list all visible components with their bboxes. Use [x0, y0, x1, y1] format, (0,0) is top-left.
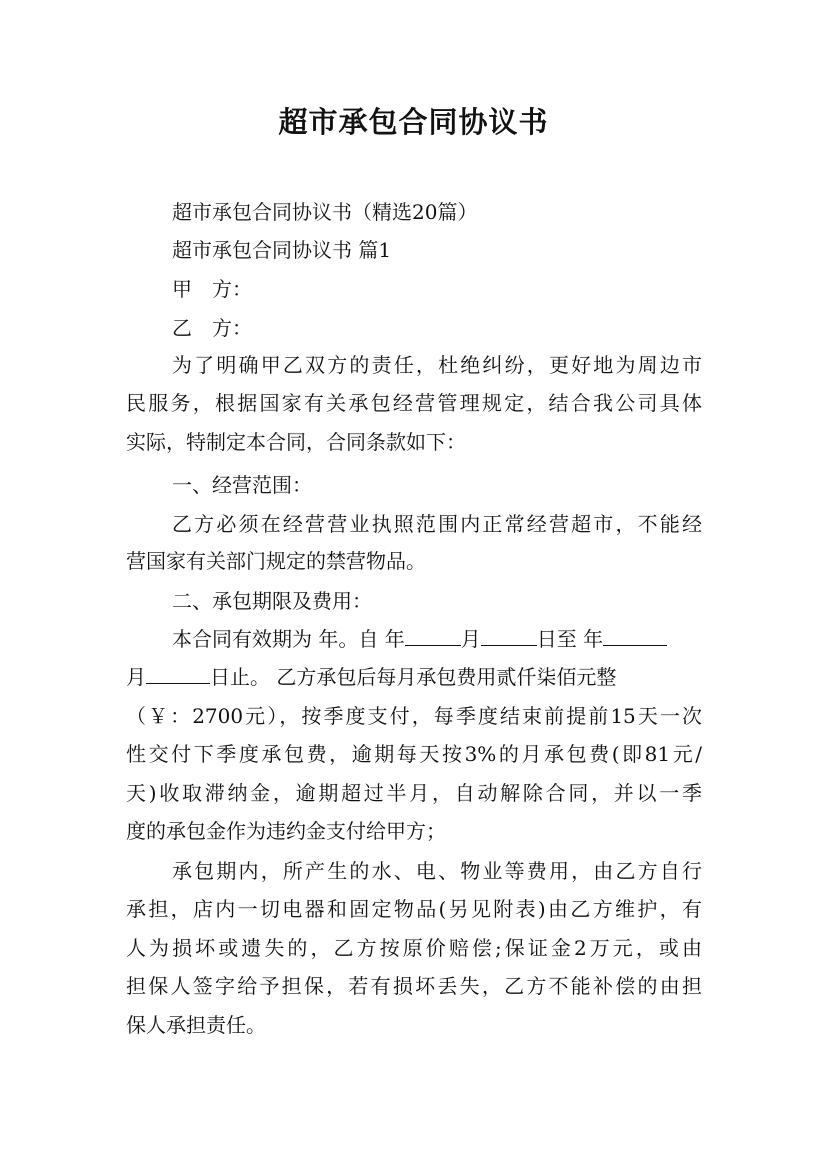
- part-heading: 超市承包合同协议书 篇1: [172, 238, 392, 262]
- paragraph-line: 承包期内，所产生的水、电、物业等费用，由乙方自行: [172, 859, 702, 883]
- section-heading: 二、承包期限及费用：: [172, 589, 372, 613]
- text-segment: 月: [460, 627, 481, 651]
- fill-blank: [405, 627, 461, 646]
- paragraph-line: 承担，店内一切电器和固定物品(另见附表)由乙方维护，有: [126, 897, 702, 921]
- paragraph-line: 天)收取滞纳金，逾期超过半月，自动解除合同，并以一季: [126, 781, 702, 805]
- paragraph-line: （￥：2700元），按季度支付，每季度结束前提前15天一次: [126, 704, 702, 728]
- paragraph-line: [126, 665, 616, 689]
- paragraph-line: 实际，特制定本合同，合同条款如下：: [126, 430, 466, 454]
- paragraph-line: 人为损坏或遗失的，乙方按原价赔偿;保证金2万元，或由: [126, 936, 702, 960]
- paragraph-line: 乙方必须在经营营业执照范围内正常经营超市，不能经: [172, 512, 702, 536]
- fill-blank: [481, 627, 537, 646]
- paragraph-line: 性交付下季度承包费，逾期每天按3%的月承包费(即81元/: [126, 742, 702, 766]
- text-segment: 本合同有效期为 年。自 年: [172, 627, 405, 651]
- party-a-line: 甲 方：: [172, 277, 252, 301]
- text-segment: 日至 年: [536, 627, 604, 651]
- paragraph-line: 度的承包金作为违约金支付给甲方；: [126, 819, 446, 843]
- party-b-line: 乙 方：: [172, 316, 252, 340]
- paragraph-line: [172, 627, 667, 651]
- section-heading: 一、经营范围：: [172, 473, 312, 497]
- subtitle-line: 超市承包合同协议书（精选20篇）: [172, 200, 478, 224]
- fill-blank: [146, 665, 210, 684]
- paragraph-line: 为了明确甲乙双方的责任，杜绝纠纷，更好地为周边市: [172, 353, 702, 377]
- paragraph-line: 担保人签字给予担保，若有损坏丢失，乙方不能补偿的由担: [126, 974, 702, 998]
- paragraph-line: 营国家有关部门规定的禁营物品。: [126, 549, 426, 573]
- document-title: 超市承包合同协议书: [278, 105, 549, 139]
- fill-blank: [603, 627, 667, 646]
- paragraph-line: 保人承担责任。: [126, 1013, 266, 1037]
- text-segment: 日止。 乙方承包后每月承包费用贰仟柒佰元整: [210, 665, 617, 689]
- paragraph-line: 民服务，根据国家有关承包经营管理规定，结合我公司具体: [126, 391, 702, 415]
- text-segment: 月: [126, 665, 146, 689]
